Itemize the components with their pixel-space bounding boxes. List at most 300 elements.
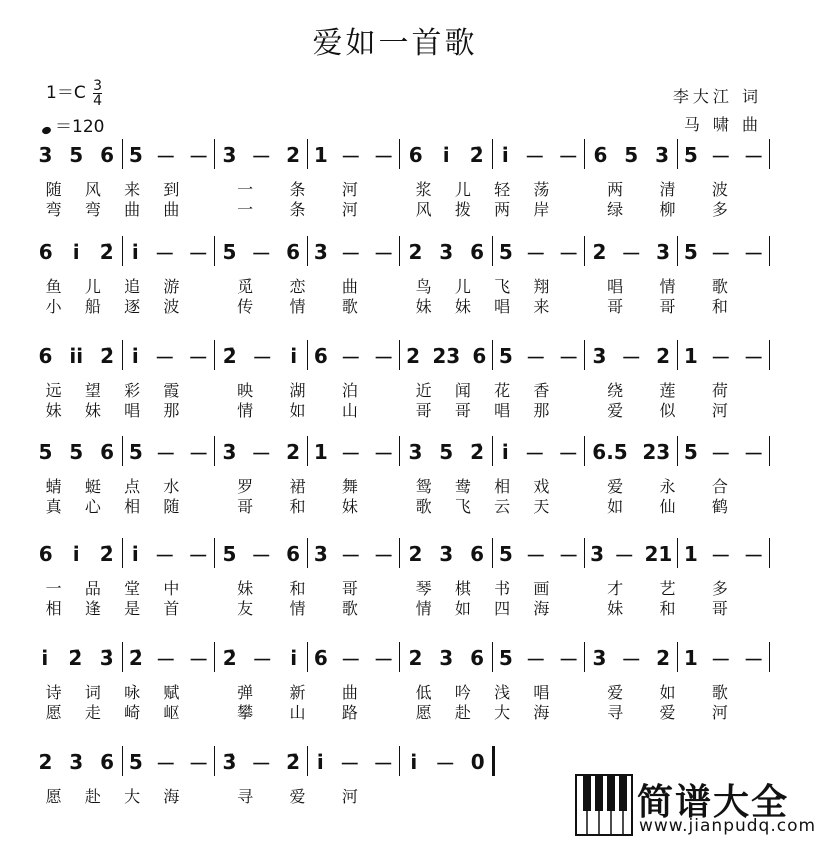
note: － bbox=[743, 543, 764, 568]
notes-row bbox=[30, 232, 770, 272]
measure bbox=[585, 135, 678, 175]
tempo-value: ＝120 bbox=[55, 117, 105, 137]
measure bbox=[493, 232, 586, 272]
lyric-row bbox=[30, 197, 770, 217]
note: 21 bbox=[644, 542, 673, 566]
note: 3 bbox=[439, 542, 454, 566]
measure bbox=[308, 534, 401, 574]
note: 2̇ bbox=[99, 542, 114, 566]
lyric-phrase: 浆 儿 轻 荡 bbox=[415, 180, 550, 199]
note: 3 bbox=[590, 542, 605, 566]
note: 2 bbox=[656, 344, 671, 368]
note: － bbox=[188, 144, 209, 169]
measure bbox=[215, 135, 308, 175]
lyric-phrase: 愿 赴 大 海 bbox=[45, 787, 180, 806]
note: － bbox=[188, 543, 209, 568]
note: － bbox=[340, 345, 361, 370]
note: 6 bbox=[38, 240, 53, 264]
note: － bbox=[558, 647, 579, 672]
lyric-phrase: 弯 弯 曲 曲 bbox=[45, 200, 180, 219]
lyric-phrase: 愿 赴 大 海 bbox=[415, 703, 550, 722]
note: － bbox=[525, 647, 546, 672]
measure bbox=[585, 534, 678, 574]
measure bbox=[493, 432, 586, 472]
lyric-phrase: 哥 哥 和 bbox=[607, 297, 728, 316]
note: 2 bbox=[286, 143, 301, 167]
note: － bbox=[188, 751, 209, 776]
lyric-phrase: 如 仙 鹤 bbox=[607, 497, 728, 516]
note: － bbox=[340, 543, 361, 568]
measure bbox=[400, 135, 493, 175]
measure bbox=[493, 135, 586, 175]
lyric-phrase: 爱 如 歌 bbox=[607, 683, 728, 702]
lyric-phrase: 映 湖 泊 bbox=[237, 381, 358, 400]
note: 6 bbox=[100, 440, 115, 464]
lyric-phrase: 觅 恋 曲 bbox=[237, 277, 358, 296]
note: － bbox=[340, 441, 361, 466]
lyric-phrase: 哥 哥 唱 那 bbox=[415, 401, 550, 420]
note: i̇ bbox=[290, 646, 298, 670]
note: － bbox=[251, 543, 272, 568]
note: － bbox=[621, 241, 642, 266]
measure bbox=[678, 135, 771, 175]
note: 6 bbox=[100, 750, 115, 774]
note: － bbox=[621, 647, 642, 672]
measure bbox=[308, 336, 401, 376]
lyric-phrase: 近 闻 花 香 bbox=[415, 381, 550, 400]
measure bbox=[678, 232, 771, 272]
measure bbox=[30, 742, 123, 782]
note: i̇ bbox=[131, 344, 139, 368]
note: 5 bbox=[38, 440, 53, 464]
note: － bbox=[188, 441, 209, 466]
measure bbox=[123, 232, 216, 272]
note: － bbox=[525, 345, 546, 370]
lyric-phrase: 妹 和 哥 bbox=[607, 599, 728, 618]
note: － bbox=[188, 241, 209, 266]
note: 23 bbox=[642, 440, 671, 464]
measure bbox=[30, 638, 123, 678]
note: 3 bbox=[313, 542, 328, 566]
measure bbox=[30, 336, 123, 376]
note: － bbox=[524, 441, 545, 466]
site-logo bbox=[565, 770, 816, 840]
measure bbox=[678, 336, 771, 376]
note: 2̇ bbox=[68, 646, 83, 670]
lyric-row bbox=[30, 177, 770, 197]
song-title: 爱如一首歌 bbox=[312, 26, 478, 61]
note: 6 bbox=[100, 143, 115, 167]
lyric-phrase: 情 如 山 bbox=[237, 401, 358, 420]
note: － bbox=[251, 144, 272, 169]
measure bbox=[30, 432, 123, 472]
note: 3 bbox=[313, 240, 328, 264]
lyric-phrase: 罗 裙 舞 bbox=[237, 477, 358, 496]
lyric-phrase: 弹 新 曲 bbox=[237, 683, 358, 702]
lyric-phrase: 琴 棋 书 画 bbox=[415, 579, 550, 598]
note: 3̇ bbox=[222, 750, 237, 774]
note: i̇ bbox=[316, 750, 324, 774]
lyric-phrase: 鸳 鸯 相 戏 bbox=[415, 477, 550, 496]
note: 6.5 bbox=[592, 440, 628, 464]
time-top: 3 bbox=[93, 77, 103, 94]
note: 5 bbox=[498, 240, 513, 264]
notes-row bbox=[30, 638, 770, 678]
measure bbox=[215, 534, 308, 574]
lyric-row bbox=[30, 700, 770, 720]
lyric-row bbox=[30, 494, 770, 514]
note: 3 bbox=[656, 240, 671, 264]
lyric-phrase: 传 情 歌 bbox=[237, 297, 358, 316]
notes-row bbox=[30, 534, 770, 574]
lyricist-credit: 李大江 词 bbox=[672, 87, 762, 106]
lyric-row bbox=[30, 274, 770, 294]
note: 5 bbox=[128, 750, 143, 774]
measure bbox=[30, 534, 123, 574]
measure bbox=[400, 232, 493, 272]
note: － bbox=[251, 241, 272, 266]
note: － bbox=[373, 345, 394, 370]
measure bbox=[308, 742, 401, 782]
note: i̇ bbox=[131, 240, 139, 264]
barline bbox=[769, 642, 770, 672]
score-system bbox=[30, 638, 770, 728]
note: 2̇ bbox=[100, 344, 114, 368]
note: 5 bbox=[222, 240, 237, 264]
note: － bbox=[621, 345, 642, 370]
note: － bbox=[558, 543, 579, 568]
measure bbox=[308, 432, 401, 472]
note: 3 bbox=[408, 440, 423, 464]
lyric-phrase: 随 风 来 到 bbox=[45, 180, 180, 199]
notes-row bbox=[30, 135, 770, 175]
score-system bbox=[30, 135, 770, 225]
measure bbox=[400, 336, 493, 376]
note: － bbox=[743, 241, 764, 266]
note: 2 bbox=[592, 240, 607, 264]
note: 3 bbox=[655, 143, 670, 167]
lyric-phrase: 妹 妹 唱 来 bbox=[415, 297, 550, 316]
lyric-phrase: 才 艺 多 bbox=[607, 579, 728, 598]
note: 3 bbox=[592, 344, 607, 368]
score-system bbox=[30, 432, 770, 522]
lyric-phrase: 愿 走 崎 岖 bbox=[45, 703, 180, 722]
note: － bbox=[188, 345, 209, 370]
note: i̇ bbox=[290, 344, 298, 368]
note: 5 bbox=[683, 440, 698, 464]
note: 5 bbox=[439, 440, 454, 464]
note: － bbox=[155, 647, 176, 672]
lyric-phrase: 妹 妹 唱 那 bbox=[45, 401, 180, 420]
note: － bbox=[558, 241, 579, 266]
note: 23 bbox=[432, 344, 461, 368]
note: － bbox=[155, 441, 176, 466]
score-system bbox=[30, 336, 770, 426]
time-bottom: 4 bbox=[93, 92, 103, 109]
note: － bbox=[373, 543, 394, 568]
note: 1 bbox=[313, 440, 328, 464]
measure bbox=[308, 232, 401, 272]
note: － bbox=[743, 647, 764, 672]
note: 6 bbox=[313, 646, 328, 670]
lyric-row bbox=[30, 474, 770, 494]
note: 6 bbox=[593, 143, 608, 167]
measure bbox=[493, 336, 586, 376]
lyric-row bbox=[30, 680, 770, 700]
measure bbox=[400, 432, 493, 472]
note: 5 bbox=[498, 344, 513, 368]
note: 6 bbox=[470, 542, 485, 566]
note: － bbox=[525, 543, 546, 568]
note: 6 bbox=[470, 240, 485, 264]
barline bbox=[769, 236, 770, 266]
lyric-phrase: 爱 似 河 bbox=[607, 401, 728, 420]
note: 3 bbox=[439, 646, 454, 670]
note: 2̇ bbox=[286, 750, 301, 774]
note: 5 bbox=[683, 143, 698, 167]
note: 5 bbox=[69, 440, 84, 464]
composer-credit: 马 啸 曲 bbox=[683, 115, 762, 134]
lyric-phrase: 一 品 堂 中 bbox=[45, 579, 180, 598]
note: － bbox=[710, 441, 731, 466]
note: － bbox=[154, 345, 175, 370]
lyric-phrase: 一 条 河 bbox=[237, 200, 358, 219]
note: 2̇ bbox=[222, 646, 237, 670]
note: － bbox=[340, 144, 361, 169]
note: 1 bbox=[313, 143, 328, 167]
note: － bbox=[373, 441, 394, 466]
measure bbox=[678, 638, 771, 678]
key-label: 1＝C bbox=[46, 83, 86, 103]
measure bbox=[400, 742, 493, 782]
note: 5 bbox=[128, 143, 143, 167]
logo-text: 简谱大全 bbox=[637, 782, 790, 823]
note: － bbox=[154, 543, 175, 568]
notes-row bbox=[30, 336, 770, 376]
note: 3 bbox=[592, 646, 607, 670]
note: 5 bbox=[498, 542, 513, 566]
lyric-phrase: 鱼 儿 追 游 bbox=[45, 277, 180, 296]
measure bbox=[123, 742, 216, 782]
lyric-row bbox=[30, 378, 770, 398]
note: － bbox=[558, 345, 579, 370]
lyric-phrase: 低 吟 浅 唱 bbox=[415, 683, 550, 702]
key-signature bbox=[46, 78, 102, 108]
note: 5 bbox=[128, 440, 143, 464]
note: 6 bbox=[38, 344, 53, 368]
note: － bbox=[710, 345, 731, 370]
note: i̇ bbox=[501, 143, 509, 167]
note: 2 bbox=[656, 646, 671, 670]
note: － bbox=[155, 144, 176, 169]
tempo bbox=[42, 112, 104, 137]
lyric-row bbox=[30, 398, 770, 418]
note: － bbox=[743, 345, 764, 370]
score-system bbox=[30, 232, 770, 322]
lyric-phrase: 情 如 四 海 bbox=[415, 599, 550, 618]
note: i̇ bbox=[501, 440, 509, 464]
note: 1 bbox=[683, 646, 698, 670]
note: － bbox=[710, 647, 731, 672]
lyric-phrase: 远 望 彩 霞 bbox=[45, 381, 180, 400]
time-signature bbox=[93, 79, 102, 108]
measure bbox=[585, 638, 678, 678]
barline bbox=[769, 340, 770, 370]
note: 2̇ bbox=[469, 143, 484, 167]
measure bbox=[493, 534, 586, 574]
note: 0 bbox=[470, 750, 485, 774]
note: 2̇ bbox=[99, 240, 114, 264]
note: 6 bbox=[472, 344, 487, 368]
lyric-phrase: 攀 山 路 bbox=[237, 703, 358, 722]
lyric-phrase: 小 船 逐 波 bbox=[45, 297, 180, 316]
lyric-row bbox=[30, 596, 770, 616]
note: 2 bbox=[38, 750, 53, 774]
note: － bbox=[525, 241, 546, 266]
note: 5 bbox=[624, 143, 639, 167]
lyric-phrase: 风 拨 两 岸 bbox=[415, 200, 550, 219]
note: 6 bbox=[313, 344, 328, 368]
measure bbox=[30, 135, 123, 175]
measure bbox=[400, 638, 493, 678]
note: － bbox=[252, 345, 273, 370]
lyric-phrase: 寻 爱 河 bbox=[237, 787, 358, 806]
barline bbox=[769, 139, 770, 169]
note: － bbox=[710, 241, 731, 266]
note: 2̇ bbox=[470, 440, 485, 464]
note: － bbox=[524, 144, 545, 169]
barline bbox=[492, 746, 495, 776]
note: － bbox=[155, 751, 176, 776]
note: － bbox=[373, 647, 394, 672]
note: i̇ bbox=[72, 240, 80, 264]
note: － bbox=[710, 543, 731, 568]
measure bbox=[123, 336, 216, 376]
measure bbox=[308, 638, 401, 678]
lyric-phrase: 一 条 河 bbox=[237, 180, 358, 199]
lyric-phrase: 蜻 蜓 点 水 bbox=[45, 477, 180, 496]
measure bbox=[585, 432, 678, 472]
measure bbox=[215, 742, 308, 782]
lyric-phrase: 诗 词 咏 赋 bbox=[45, 683, 180, 702]
note: － bbox=[339, 751, 360, 776]
note: 6 bbox=[38, 542, 53, 566]
lyric-phrase: 相 逢 是 首 bbox=[45, 599, 180, 618]
note: 2 bbox=[408, 542, 423, 566]
lyric-phrase: 寻 爱 河 bbox=[607, 703, 728, 722]
note: － bbox=[614, 543, 635, 568]
note: 5 bbox=[69, 143, 84, 167]
measure bbox=[678, 534, 771, 574]
note: － bbox=[154, 241, 175, 266]
measure bbox=[30, 232, 123, 272]
measure bbox=[123, 135, 216, 175]
note: 1 bbox=[683, 344, 698, 368]
note: i̇ bbox=[131, 542, 139, 566]
note: 5 bbox=[222, 542, 237, 566]
measure bbox=[215, 336, 308, 376]
note: 3 bbox=[38, 143, 53, 167]
note: 2̇ bbox=[222, 344, 237, 368]
lyric-phrase: 歌 飞 云 天 bbox=[415, 497, 550, 516]
lyric-phrase: 爱 永 合 bbox=[607, 477, 728, 496]
note: － bbox=[373, 751, 394, 776]
note: 3̇ bbox=[99, 646, 114, 670]
note: i̇i̇ bbox=[69, 344, 84, 368]
note: 5 bbox=[498, 646, 513, 670]
note: 3 bbox=[439, 240, 454, 264]
note: － bbox=[251, 441, 272, 466]
note: － bbox=[340, 647, 361, 672]
note: i̇ bbox=[410, 750, 418, 774]
note: 6 bbox=[470, 646, 485, 670]
note: － bbox=[252, 647, 273, 672]
note: 6 bbox=[408, 143, 423, 167]
score-system bbox=[30, 534, 770, 624]
measure bbox=[308, 135, 401, 175]
lyric-phrase: 绿 柳 多 bbox=[607, 200, 728, 219]
note: － bbox=[340, 241, 361, 266]
measure bbox=[215, 232, 308, 272]
note: － bbox=[743, 441, 764, 466]
note: － bbox=[743, 144, 764, 169]
piano-logo-icon bbox=[575, 774, 633, 836]
note: － bbox=[373, 144, 394, 169]
note: 2̇ bbox=[128, 646, 143, 670]
lyric-phrase: 绕 莲 荷 bbox=[607, 381, 728, 400]
note: i̇ bbox=[41, 646, 49, 670]
note: － bbox=[188, 647, 209, 672]
note: 3 bbox=[222, 143, 237, 167]
note: 2 bbox=[408, 240, 423, 264]
lyric-phrase: 哥 和 妹 bbox=[237, 497, 358, 516]
note: i̇ bbox=[442, 143, 450, 167]
note: 2 bbox=[406, 344, 421, 368]
note: 3 bbox=[222, 440, 237, 464]
note: 2 bbox=[408, 646, 423, 670]
measure bbox=[585, 232, 678, 272]
note: － bbox=[710, 144, 731, 169]
note: － bbox=[251, 751, 272, 776]
measure bbox=[493, 638, 586, 678]
note: － bbox=[435, 751, 456, 776]
lyric-row bbox=[30, 576, 770, 596]
measure bbox=[123, 432, 216, 472]
lyric-phrase: 鸟 儿 飞 翔 bbox=[415, 277, 550, 296]
note: 3 bbox=[69, 750, 84, 774]
note: 2 bbox=[286, 440, 301, 464]
measure bbox=[585, 336, 678, 376]
note: 6 bbox=[286, 542, 301, 566]
lyric-phrase: 友 情 歌 bbox=[237, 599, 358, 618]
lyric-phrase: 两 清 波 bbox=[607, 180, 728, 199]
quarter-note-icon bbox=[41, 126, 52, 136]
note: 1 bbox=[683, 542, 698, 566]
lyric-phrase: 唱 情 歌 bbox=[607, 277, 728, 296]
notes-row bbox=[30, 432, 770, 472]
logo-url: www.jianpudq.com bbox=[639, 816, 816, 836]
note: － bbox=[558, 441, 579, 466]
barline bbox=[769, 538, 770, 568]
measure bbox=[123, 534, 216, 574]
barline bbox=[769, 436, 770, 466]
lyric-row bbox=[30, 294, 770, 314]
measure bbox=[678, 432, 771, 472]
measure bbox=[400, 534, 493, 574]
measure bbox=[123, 638, 216, 678]
measure bbox=[215, 638, 308, 678]
lyric-phrase: 真 心 相 随 bbox=[45, 497, 180, 516]
